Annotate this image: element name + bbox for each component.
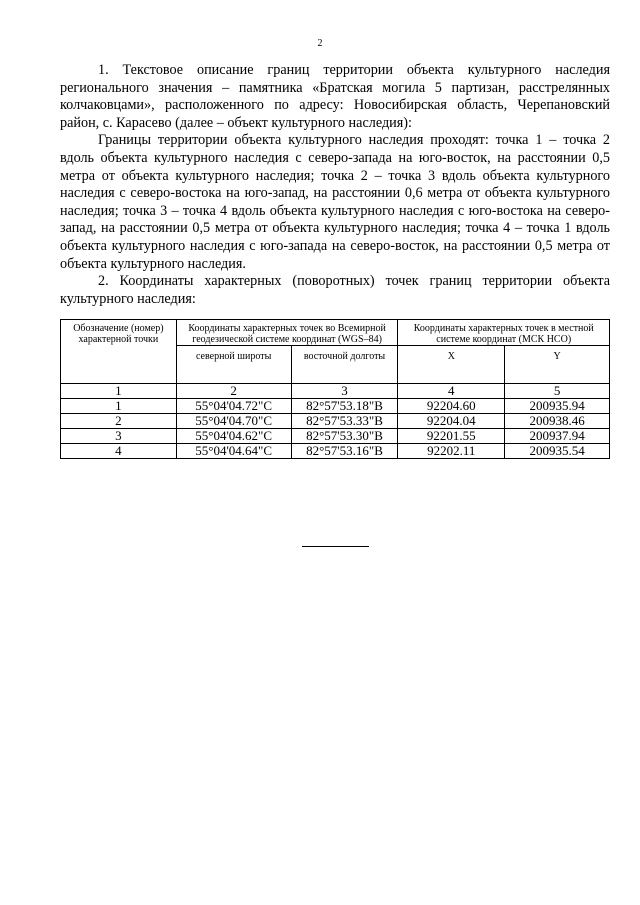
- subheader-lat: северной широты: [176, 346, 291, 384]
- column-number: 4: [398, 384, 505, 399]
- cell-lon: 82°57'53.18"В: [291, 399, 398, 414]
- paragraph-boundaries: Границы территории объекта культурного наследия проходят: точка 1 – точка 2 вдоль объекта культурного наследия с северо-запада на юго-восток, на расстоянии 0,5 метра от объекта культурного наследия; точка 2 – точка 3 вдоль объекта культурного наследия с северо-востока на юго-запад, на расстоянии 0,6 метра от объекта культурного наследия; точка 3 – точка 4 вдоль объекта культурного наследия с юго-востока на северо-запад, на расстоянии 0,5 метра от объекта культурного наследия; точка 4 – точка 1 вдоль объекта культурного наследия с юго-запада на северо-восток, на расстоянии 0,5 метра от объекта культурного наследия.: [60, 132, 610, 272]
- column-number: 1: [61, 384, 177, 399]
- cell-y: 200935.94: [505, 399, 610, 414]
- paragraph-description: 1. Текстовое описание границ территории объекта культурного наследия регионального значения – памятника «Братская могила 5 партизан, расстрелянных колчаковцами», расположенного по адресу: Новосибирская область, Черепановский район, с. Карасево (далее – объект культурного наследия):: [60, 62, 610, 131]
- cell-x: 92204.04: [398, 414, 505, 429]
- cell-x: 92201.55: [398, 429, 505, 444]
- cell-y: 200935.54: [505, 444, 610, 459]
- column-number: 3: [291, 384, 398, 399]
- column-number-row: [61, 384, 610, 399]
- cell-y: 200938.46: [505, 414, 610, 429]
- cell-point: 2: [61, 414, 177, 429]
- header-local: Координаты характерных точек в местной системе координат (МСК НСО): [398, 320, 610, 346]
- subheader-y: Y: [505, 346, 610, 384]
- cell-lon: 82°57'53.30"В: [291, 429, 398, 444]
- page-number: 2: [317, 38, 323, 49]
- table-header-row: [61, 320, 610, 346]
- table-row: [61, 444, 610, 459]
- column-number: 2: [176, 384, 291, 399]
- cell-lon: 82°57'53.33"В: [291, 414, 398, 429]
- cell-lat: 55°04'04.72"С: [176, 399, 291, 414]
- cell-lon: 82°57'53.16"В: [291, 444, 398, 459]
- subheader-lon: восточной долготы: [291, 346, 398, 384]
- cell-point: 3: [61, 429, 177, 444]
- table-row: [61, 399, 610, 414]
- column-number: 5: [505, 384, 610, 399]
- document-body: [60, 62, 610, 308]
- cell-y: 200937.94: [505, 429, 610, 444]
- table-row: [61, 414, 610, 429]
- paragraph-coordinates: 2. Координаты характерных (поворотных) точек границ территории объекта культурного наследия:: [60, 273, 610, 307]
- cell-lat: 55°04'04.64"С: [176, 444, 291, 459]
- cell-x: 92204.60: [398, 399, 505, 414]
- end-divider-line: [302, 546, 369, 547]
- cell-point: 1: [61, 399, 177, 414]
- cell-lat: 55°04'04.62"С: [176, 429, 291, 444]
- header-point: Обозначение (номер) характерной точки: [61, 320, 177, 384]
- subheader-x: X: [398, 346, 505, 384]
- table-row: [61, 429, 610, 444]
- cell-point: 4: [61, 444, 177, 459]
- cell-x: 92202.11: [398, 444, 505, 459]
- coordinates-table: [60, 319, 610, 459]
- cell-lat: 55°04'04.70"С: [176, 414, 291, 429]
- header-wgs: Координаты характерных точек во Всемирной геодезической системе координат (WGS–84): [176, 320, 398, 346]
